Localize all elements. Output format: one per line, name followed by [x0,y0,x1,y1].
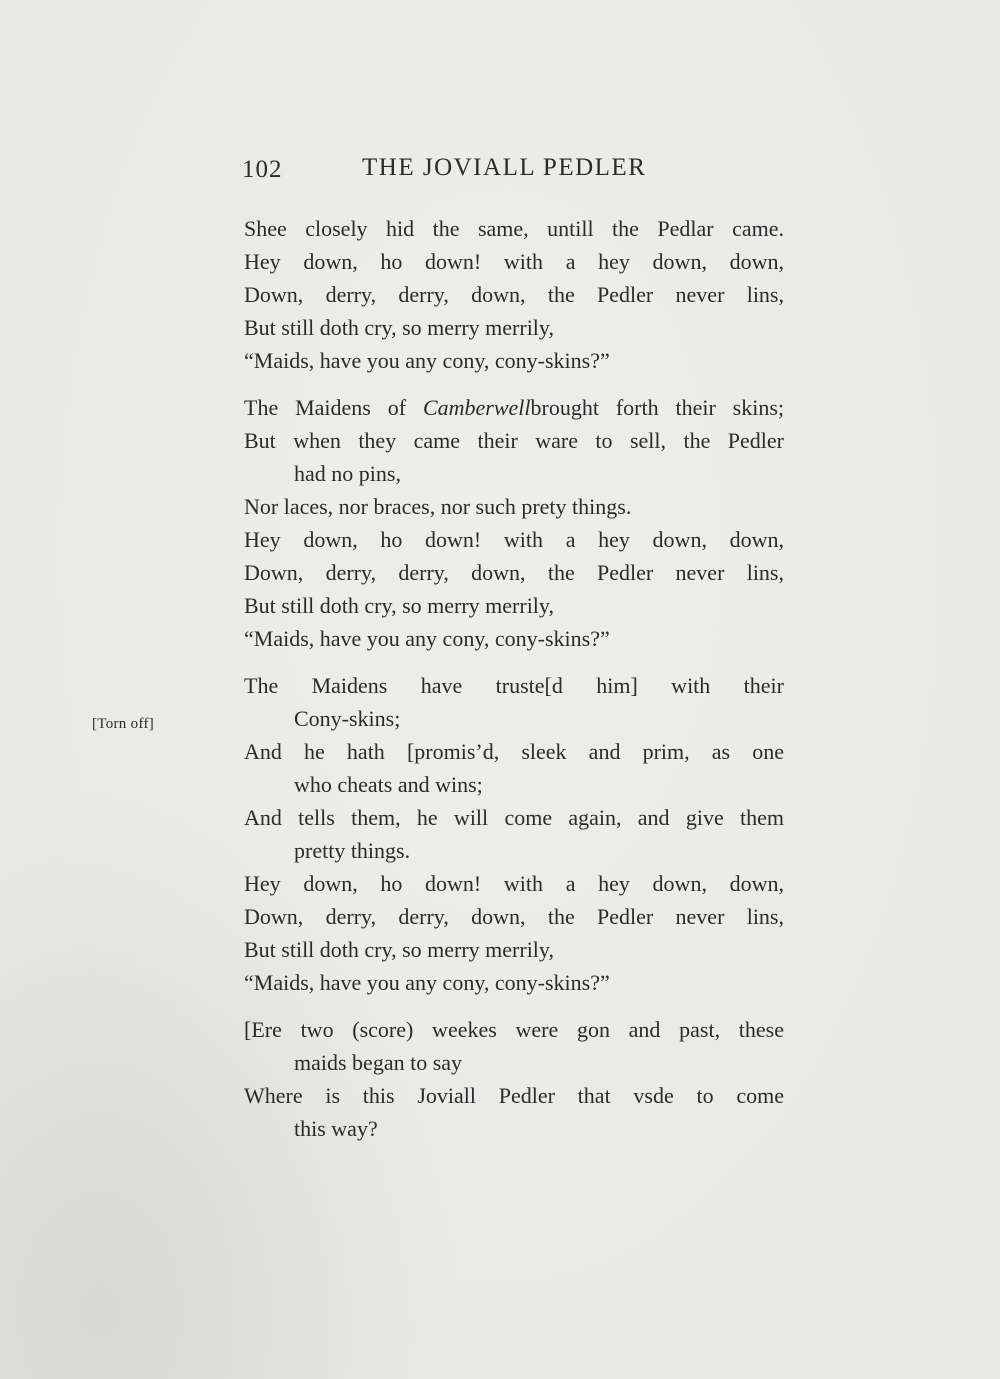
verse-line-continuation: Cony-skins; [294,706,401,731]
verse-line: The Maidens have truste[d him] with their [244,673,784,698]
verse-text: brought forth their skins; [530,395,784,420]
verse-line: And tells them, he will come again, and give them [244,805,784,830]
stanza-2 [244,391,784,655]
verse-line: Hey down, ho down! with a hey down, down, [244,249,784,274]
verse-line: And he hath [promis’d, sleek and prim, as one [244,739,784,764]
verse-text: The Maidens of [244,395,423,420]
verse-line: [Ere two (score) weekes were gon and past, these [244,1017,784,1042]
verse-line: “Maids, have you any cony, cony-skins?” [244,970,610,995]
verse-line-continuation: pretty things. [294,838,411,863]
verse-line: But still doth cry, so merry merrily, [244,937,554,962]
stanza-1 [244,212,784,377]
verse-line: Where is this Joviall Pedler that vsde to come [244,1083,784,1108]
verse-line: Down, derry, derry, down, the Pedler never lins, [244,560,784,585]
verse-line [244,391,784,424]
verse-line: But still doth cry, so merry merrily, [244,315,554,340]
verse-line: Shee closely hid the same, untill the Pedlar came. [244,216,784,241]
verse-line-continuation: had no pins, [294,461,401,486]
stanza-4 [244,1013,784,1145]
poem-text [244,212,784,1159]
verse-line: But still doth cry, so merry merrily, [244,593,554,618]
page-number: 102 [242,156,283,183]
verse-line: But when they came their ware to sell, the Pedler [244,428,784,453]
margin-note: [Torn off] [92,716,155,732]
place-name-camberwell: Camberwell [422,395,531,420]
running-title: THE JOVIALL PEDLER [362,154,647,181]
verse-line: Nor laces, nor braces, nor such prety things. [244,494,632,519]
verse-line: Down, derry, derry, down, the Pedler never lins, [244,282,784,307]
verse-line: Down, derry, derry, down, the Pedler never lins, [244,904,784,929]
verse-line-continuation: who cheats and wins; [294,772,483,797]
verse-line-continuation: this way? [294,1116,378,1141]
verse-line-continuation: maids began to say [294,1050,463,1075]
verse-line: Hey down, ho down! with a hey down, down, [244,871,784,896]
verse-line: “Maids, have you any cony, cony-skins?” [244,348,610,373]
page-header [242,150,782,190]
stanza-3 [244,669,784,999]
verse-line: “Maids, have you any cony, cony-skins?” [244,626,610,651]
verse-line: Hey down, ho down! with a hey down, down, [244,527,784,552]
